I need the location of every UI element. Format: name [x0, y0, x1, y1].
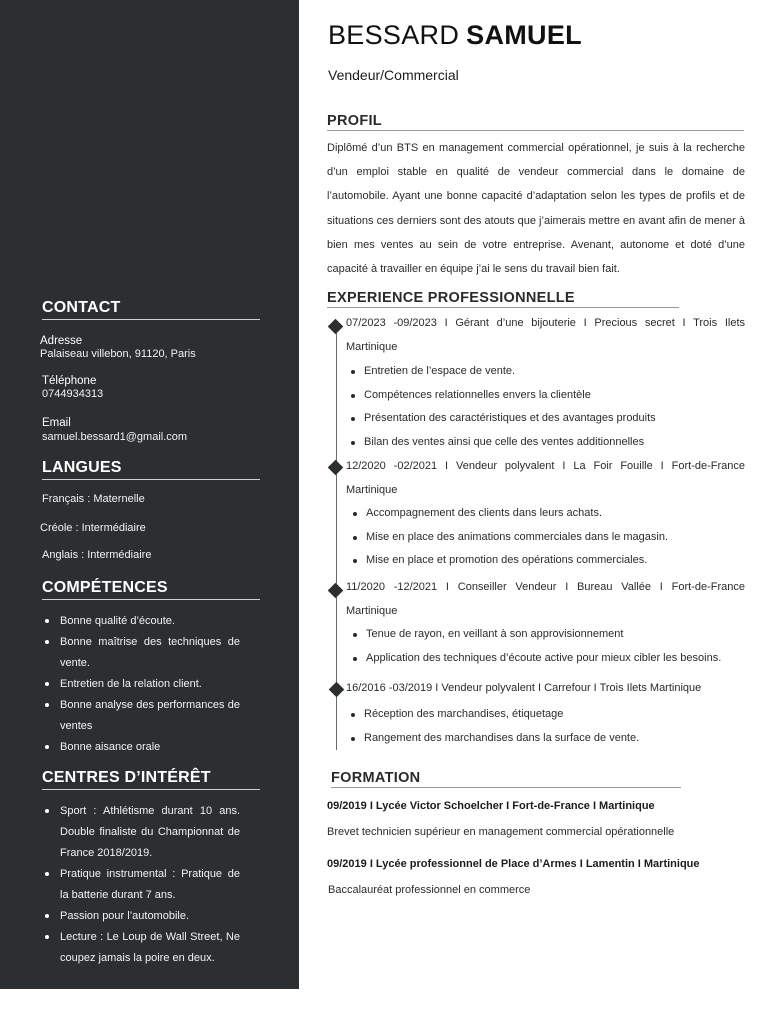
education-description: Baccalauréat professionnel en commerce	[328, 884, 531, 896]
job-title-entry: 07/2023 -09/2023 I Gérant d’une bijouterie I Precious secret I Trois Ilets Martinique	[346, 317, 745, 353]
skills-list	[44, 611, 240, 758]
timeline-diamond-icon	[328, 319, 344, 335]
phone-label: Téléphone	[42, 375, 97, 387]
profile-text: Diplômé d’un BTS en management commercial opérationnel, je suis à la recherche d’un emploi stable en qualité de vendeur commercial dans le domaine de l’automobile. Ayant une bonne capacité d’adaptation selon les types de profils et de situations ces derniers sont des atouts que j’aimerais mettre en avant afin de mener à bien mes ventes au sein de votre entreprise. Avenant, autonome et doté d’une capacité à travailler en équipe j’ai le sens du travail bien fait.	[327, 142, 745, 276]
skill-item: Bonne aisance orale	[44, 737, 240, 758]
job-title-entry: 12/2020 -02/2021 I Vendeur polyvalent I La Foir Fouille I Fort-de-France Martinique	[346, 460, 745, 496]
sidebar	[0, 0, 299, 989]
email-value: samuel.bessard1@gmail.com	[42, 431, 188, 443]
timeline-diamond-icon	[328, 460, 344, 476]
job-task: Présentation des caractéristiques et des avantages produits	[348, 407, 656, 431]
job-task: Rangement des marchandises dans la surface de vente.	[348, 727, 639, 751]
address-label: Adresse	[40, 335, 83, 347]
languages-heading: LANGUES	[42, 459, 260, 480]
skill-item: Entretien de la relation client.	[44, 674, 240, 695]
address-value: Palaiseau villebon, 91120, Paris	[40, 348, 196, 360]
email-label: Email	[42, 417, 71, 429]
language-item: Créole : Intermédiaire	[40, 522, 146, 534]
phone-value: 0744934313	[42, 388, 104, 400]
interest-item: Lecture : Le Loup de Wall Street, Ne coupez jamais la poire en deux.	[44, 927, 240, 969]
job-task-list	[348, 703, 639, 750]
timeline-diamond-icon	[329, 682, 345, 698]
education-title: 09/2019 I Lycée professionnel de Place d’Armes I Lamentin I Martinique	[327, 858, 700, 870]
job-task-list	[350, 623, 721, 670]
education-heading: FORMATION	[331, 770, 681, 788]
interest-item: Pratique instrumental : Pratique de la batterie durant 7 ans.	[44, 864, 240, 906]
interests-heading: CENTRES D’INTÉRÊT	[42, 769, 260, 790]
interest-item: Passion pour l’automobile.	[44, 906, 240, 927]
job-task: Réception des marchandises, étiquetage	[348, 703, 639, 727]
job-task: Compétences relationnelles envers la clientèle	[348, 384, 656, 408]
job-task: Mise en place des animations commerciales dans le magasin.	[350, 526, 668, 550]
experience-heading: EXPERIENCE PROFESSIONNELLE	[327, 290, 679, 308]
job-task: Mise en place et promotion des opérations commerciales.	[350, 549, 668, 573]
skill-item: Bonne qualité d’écoute.	[44, 611, 240, 632]
education-description: Brevet technicien supérieur en management commercial opérationnelle	[327, 826, 675, 838]
job-title: Vendeur/Commercial	[328, 67, 459, 83]
job-task-list	[348, 360, 656, 454]
contact-heading: CONTACT	[42, 299, 260, 320]
job-title-entry: 11/2020 -12/2021 I Conseiller Vendeur I Bureau Vallée I Fort-de-France Martinique	[346, 581, 745, 617]
skills-heading: COMPÉTENCES	[42, 579, 260, 600]
job-task: Tenue de rayon, en veillant à son approvisionnement	[350, 623, 721, 647]
language-item: Anglais : Intermédiaire	[42, 549, 152, 561]
job-task: Bilan des ventes ainsi que celle des ventes additionnelles	[348, 431, 656, 455]
skill-item: Bonne analyse des performances de ventes	[44, 695, 240, 737]
job-title-entry: 16/2016 -03/2019 I Vendeur polyvalent I Carrefour I Trois Ilets Martinique	[346, 682, 702, 694]
full-name	[328, 20, 582, 51]
job-task: Accompagnement des clients dans leurs achats.	[350, 502, 668, 526]
interest-item: Sport : Athlétisme durant 10 ans. Double finaliste du Championnat de France 2018/2019.	[44, 801, 240, 864]
timeline-diamond-icon	[328, 583, 344, 599]
job-task: Entretien de l’espace de vente.	[348, 360, 656, 384]
last-name: SAMUEL	[466, 20, 582, 50]
profile-heading: PROFIL	[327, 113, 744, 131]
interests-list	[44, 801, 240, 969]
education-title: 09/2019 I Lycée Victor Schoelcher I Fort-de-France I Martinique	[327, 800, 655, 812]
first-name: BESSARD	[328, 20, 460, 50]
job-task: Application des techniques d’écoute active pour mieux cibler les besoins.	[350, 647, 721, 671]
language-item: Français : Maternelle	[42, 493, 145, 505]
job-task-list	[350, 502, 668, 573]
skill-item: Bonne maîtrise des techniques de vente.	[44, 632, 240, 674]
